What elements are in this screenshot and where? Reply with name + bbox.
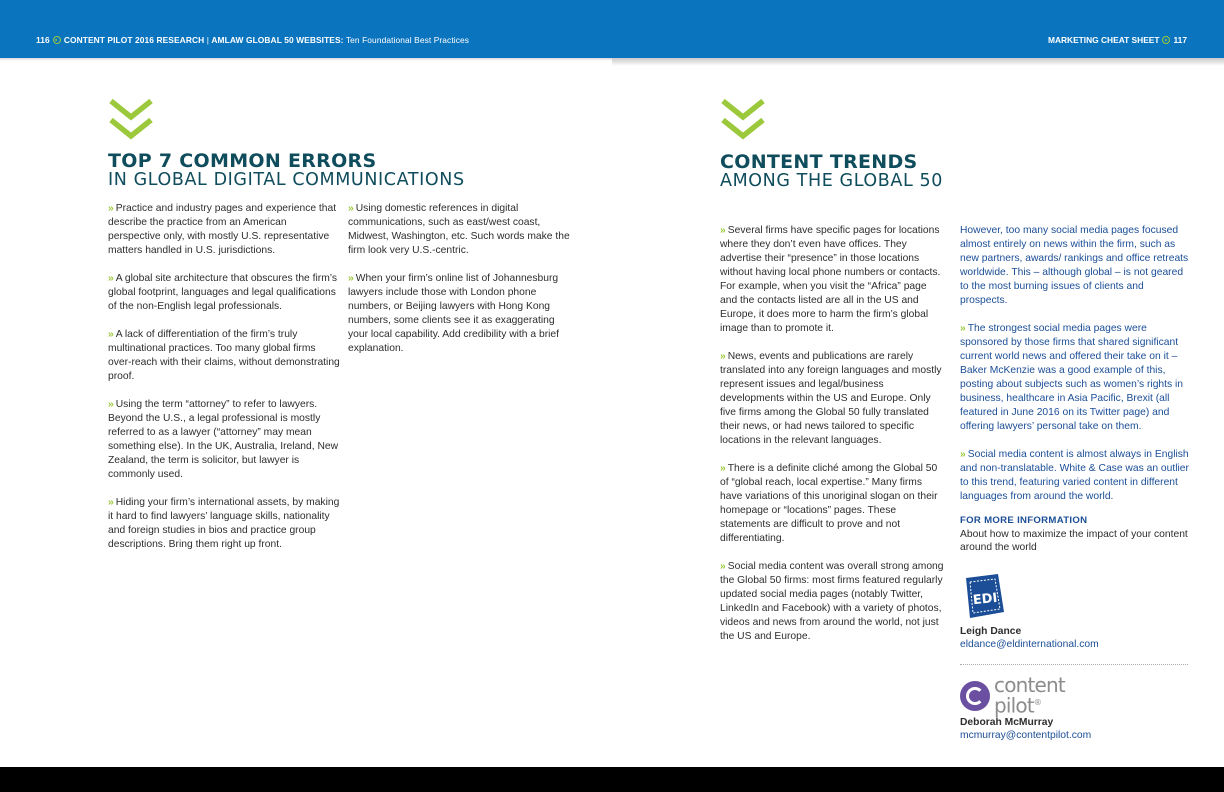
trend-intro: However, too many social media pages focused almost entirely on news within the firm, such as new partners, awards/ rankings and office retreats worldwide. This – although global – is not geared to the most burning issues of clients and prospects. <box>960 225 1189 306</box>
more-info-text: About how to maximize the impact of your content around the world <box>960 529 1188 553</box>
content-pilot-wordmark: content pilot® <box>994 673 1065 718</box>
heading-bold-line: TOP 7 COMMON ERRORS <box>108 150 377 172</box>
divider <box>960 664 1188 665</box>
trend-item: » Several firms have specific pages for locations where they don’t even have offices. They advertise their “presence” in those locations without having local phone numbers or contacts. For example, when you visit the “Africa” page and the contacts listed are all in the US and Europe, it does more to harm the firm’s global image than to promote it. <box>720 225 941 334</box>
more-info-title: FOR MORE INFORMATION <box>960 515 1088 526</box>
error-item: » Using the term “attorney” to refer to lawyers. Beyond the U.S., a legal professional is mostly referred to as a lawyer (“attorney” may mean something else). In the UK, Australia, Ireland, New Zealand, the term is solicitor, but lawyer is commonly used. <box>108 399 339 480</box>
edi-logo-text: EDI <box>972 590 999 609</box>
header-separator: | <box>204 35 212 45</box>
chevron-bullet-icon: » <box>108 497 114 508</box>
footer-bar <box>0 767 1224 792</box>
double-chevron-icon <box>108 98 154 143</box>
error-item: » Practice and industry pages and experience that describe the practice from an American perspective only, with mostly U.S. representative matters handled in U.S. jurisdictions. <box>108 203 337 256</box>
trends-column-2 <box>960 224 1190 554</box>
content-pilot-mark-icon <box>960 681 990 711</box>
heading-bold-line: CONTENT TRENDS <box>720 151 918 173</box>
edi-logo <box>964 574 1006 618</box>
left-errors-column-1 <box>108 202 340 566</box>
trend-item: » Social media content is almost always in English and non-translatable. White & Case was an outlier to this trend, featuring varied content in different languages from around the world. <box>960 449 1189 502</box>
left-errors-column-2 <box>348 202 572 370</box>
chevron-bullet-icon: » <box>960 323 966 334</box>
chevron-bullet-icon: » <box>108 273 114 284</box>
left-header-subtitle: Ten Foundational Best Practices <box>343 35 470 45</box>
chevron-bullet-icon: » <box>348 203 354 214</box>
contact-email-link[interactable]: mcmurray@contentpilot.com <box>960 730 1092 741</box>
error-item: » Hiding your firm’s international assets, by making it hard to find lawyers’ language skills, nationality and foreign studies in bios and practice group descriptions. Bring them right up front. <box>108 497 340 550</box>
chevron-bullet-icon: » <box>720 351 726 362</box>
left-section-heading <box>108 152 465 190</box>
right-page-number: 117 <box>1173 35 1187 45</box>
target-icon <box>1162 36 1170 44</box>
chevron-bullet-icon: » <box>720 463 726 474</box>
left-header-title: AMLAW GLOBAL 50 WEBSITES: <box>211 35 344 45</box>
error-item: » A global site architecture that obscures the firm’s global footprint, languages and legal qualifications of the non-English legal professionals. <box>108 273 338 312</box>
trends-column-1 <box>720 224 946 658</box>
contact-name: Deborah McMurray <box>960 717 1054 728</box>
left-page-edge-shadow <box>0 58 612 61</box>
content-pilot-logo <box>960 673 1080 718</box>
trend-item: » News, events and publications are rarely translated into any foreign languages and mostly represent issues and legal/business developments within the US and Europe. Only five firms among the Global 50 fully translated their news, or had news tailored to specific locations in the relevant languages. <box>720 351 942 446</box>
trend-item: » The strongest social media pages were sponsored by those firms that shared significant current world news and offered their take on it – Baker McKenzie was a good example of this, posting about subjects such as women’s rights in business, healthcare in Asia Pacific, Brexit (all featured in June 2016 on its Twitter page) and offering lawyers’ personal take on them. <box>960 323 1184 432</box>
header-bar <box>0 0 1224 58</box>
right-section-heading <box>720 153 943 191</box>
right-page-edge-shadow <box>612 58 1224 66</box>
target-icon <box>53 36 61 44</box>
trend-item: » There is a definite cliché among the Global 50 of “global reach, local expertise.” Many firms have variations of this unoriginal slogan on their homepage or “locations” pages. These statements are difficult to prove and not differentiating. <box>720 463 938 544</box>
error-item: » A lack of differentiation of the firm’s truly multinational practices. Too many global firms over-reach with their claims, without demonstrating proof. <box>108 329 340 382</box>
right-running-header <box>1048 35 1187 45</box>
right-header-title: MARKETING CHEAT SHEET <box>1047 35 1160 45</box>
contact-name: Leigh Dance <box>960 626 1022 637</box>
chevron-bullet-icon: » <box>960 449 966 460</box>
double-chevron-icon <box>720 98 766 143</box>
trend-item: » Social media content was overall strong among the Global 50 firms: most firms featured regularly updated social media pages (notably Twitter, LinkedIn and Facebook) with a variety of photos, videos and news from around the world, not just the US and Europe. <box>720 561 944 642</box>
left-header-brand: CONTENT PILOT 2016 RESEARCH <box>63 35 205 45</box>
left-running-header <box>36 35 469 45</box>
contact-email-link[interactable]: eldance@eldinternational.com <box>960 639 1099 650</box>
heading-light-line: AMONG THE GLOBAL 50 <box>720 171 943 191</box>
chevron-bullet-icon: » <box>108 203 114 214</box>
chevron-bullet-icon: » <box>108 329 114 340</box>
chevron-bullet-icon: » <box>348 273 354 284</box>
heading-light-line: IN GLOBAL DIGITAL COMMUNICATIONS <box>108 170 465 190</box>
chevron-bullet-icon: » <box>720 561 726 572</box>
chevron-bullet-icon: » <box>720 225 726 236</box>
left-page-number: 116 <box>36 35 50 45</box>
chevron-bullet-icon: » <box>108 399 114 410</box>
error-item: » Using domestic references in digital communications, such as east/west coast, Midwest, Washington, etc. Such words make the firm look very U.S.-centric. <box>348 203 570 256</box>
error-item: » When your firm’s online list of Johannesburg lawyers include those with London phone numbers, or Beijing lawyers with Hong Kong numbers, some clients see it as exaggerating your local capability. Add credibility with a brief explanation. <box>348 273 559 354</box>
